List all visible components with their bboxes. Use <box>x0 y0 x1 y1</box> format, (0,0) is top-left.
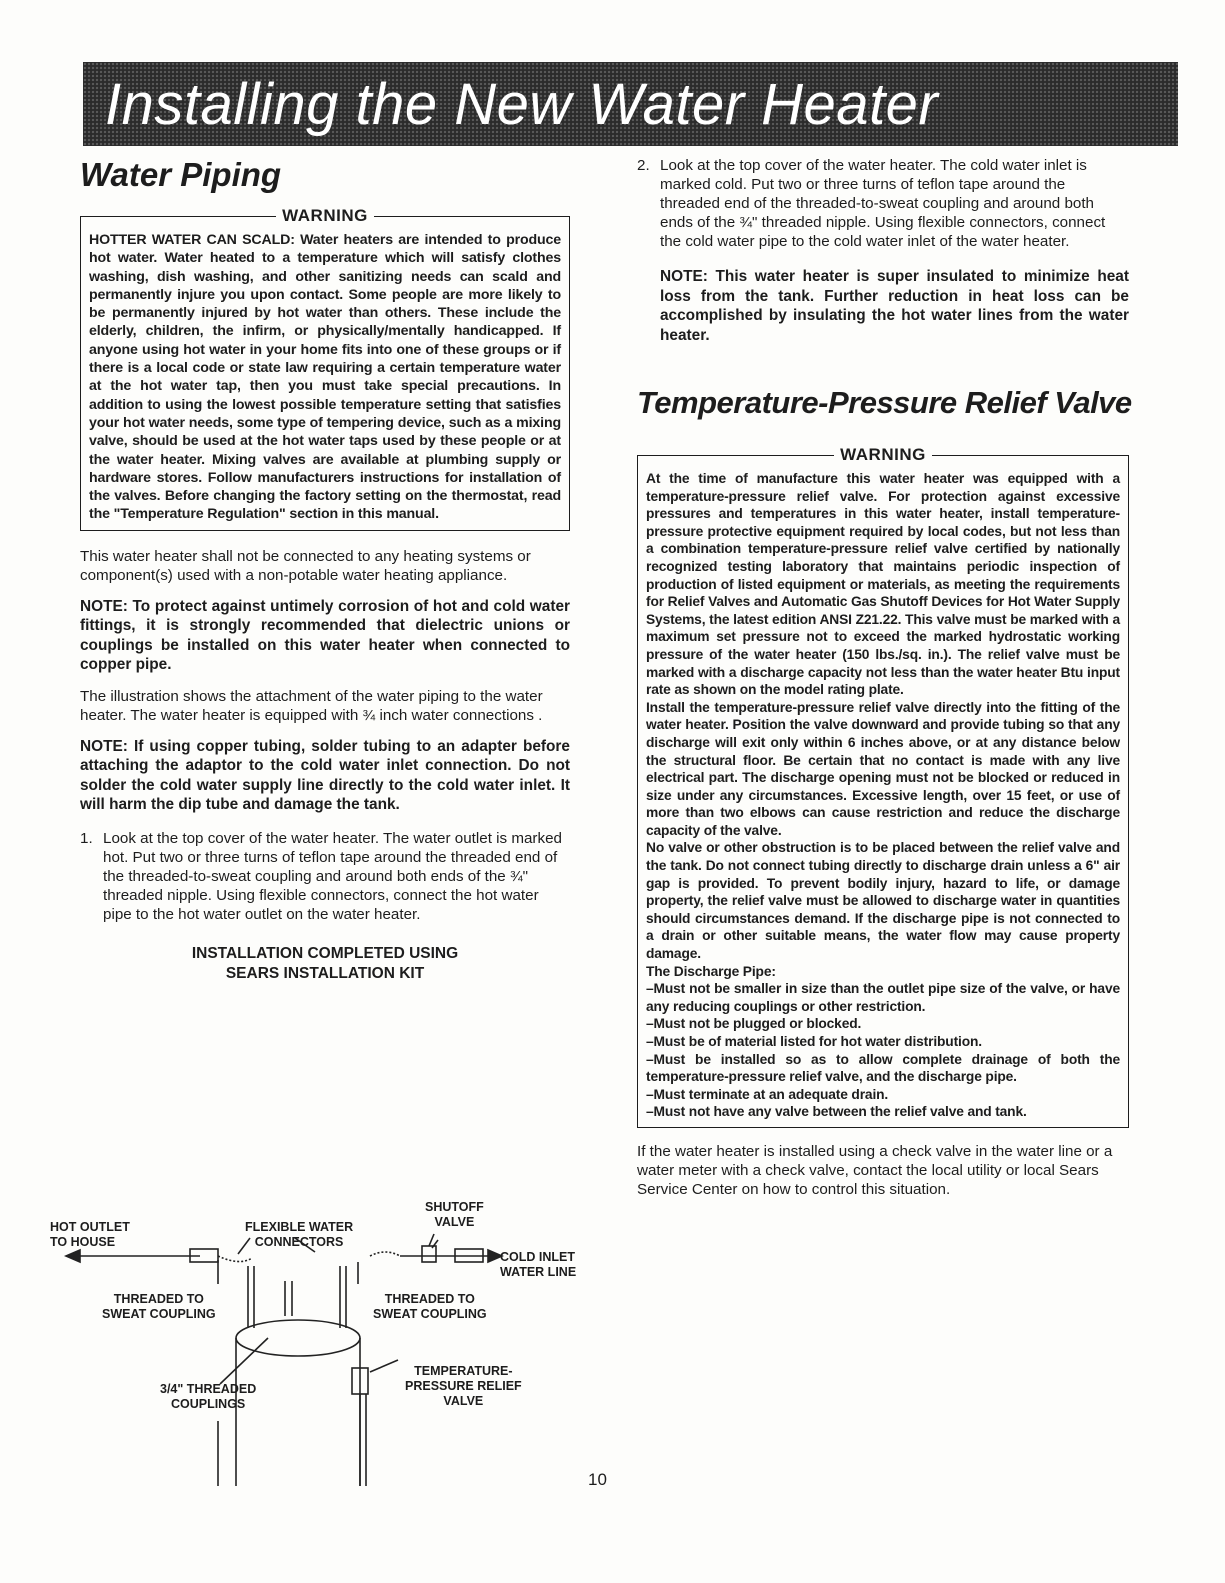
shutoff-valve-icon <box>422 1246 436 1262</box>
discharge-item: –Must terminate at an adequate drain. <box>646 1086 889 1102</box>
hot-arrow-icon <box>66 1250 80 1262</box>
discharge-item: –Must be installed so as to allow complete drainage of both the temperature-pressure relief valve, and the discharge pipe. <box>646 1051 1120 1085</box>
tp-warning-para2: Install the temperature-pressure relief valve directly into the fitting of the water heater. Position the valve downward and provide tubing so that any discharge will exit only within 6 inches above, or at any distance below the structural floor. Be certain that no contact is made with any live electrical part. The discharge opening must not be blocked or reduced in size under any circumstances. Excessive length, over 15 feet, or use of more than two elbows can cause restriction and reduce the discharge capacity of the valve. <box>646 699 1120 838</box>
step-1: 1. Look at the top cover of the water heater. The water outlet is marked hot. Put two or three turns of teflon tape around the threaded end of the threaded-to-sweat coupling and around both ends of the ¾" threaded nipple. Using flexible connectors, connect the hot water pipe to the hot water outlet on the water heater. <box>80 829 562 923</box>
label-tp-relief-valve: TEMPERATURE- PRESSURE RELIEF VALVE <box>405 1364 522 1408</box>
step-2: 2. Look at the top cover of the water heater. The cold water inlet is marked cold. Put two or three turns of teflon tape around the threaded end of the threaded-to-sweat coupling and around both ends of the ¾" threaded nipple. Using flexible connectors, connect the cold water pipe to the cold water inlet of the water heater. <box>637 157 1106 250</box>
tp-valve-warning-box <box>637 445 1129 1128</box>
label-threaded-to-right: THREADED TO SWEAT COUPLING <box>373 1292 487 1321</box>
scald-warning-box <box>80 206 570 531</box>
label-shutoff-valve: SHUTOFF VALVE <box>425 1200 484 1229</box>
scald-warning-text: HOTTER WATER CAN SCALD: Water heaters are intended to produce hot water. Water heated to a temperature which will satisfy clothes washing, dish washing, and other sanitizing needs can scald and permanently injure you upon contact. Some people are more likely to be permanently injured by hot water than others. These include the elderly, children, the infirm, or physically/mentally handicapped. If anyone using hot water in your home fits into one of these groups or if there is a local code or state law requiring a certain temperature water at the hot water tap, then you must take special precautions. In addition to using the lowest possible temperature setting that satisfies your hot water needs, some type of tempering device, such as a mixing valve, should be used at the hot water taps used by these people or at the water heater. Mixing valves are available at plumbing supply or hardware stores. Follow manufacturers instructions for installation of the valves. Before changing the factory setting on the thermostat, read the "Temperature Regulation" section in this manual. <box>89 232 561 523</box>
hot-water-steps <box>80 829 570 924</box>
page-number: 10 <box>588 1470 607 1489</box>
check-valve-paragraph: If the water heater is installed using a check valve in the water line or a water meter with a check valve, contact the local utility or local Sears Service Center on how to control this situation. <box>637 1142 1113 1198</box>
tp-warning-para1: At the time of manufacture this water heater was equipped with a temperature-pressure relief valve. For protection against excessive pressures and temperatures in this water heater, install temperature-pressure protective equipment required by local codes, but not less than a combination temperature-pressure relief valve certified by nationally recognized testing laboratory that maintains periodic inspection of production of listed equipment or materials, as meeting the requirements for Relief Valves and Automatic Gas Shutoff Devices for Hot Water Supply Systems, the latest edition ANSI Z21.22. This valve must be marked with a maximum set pressure not to exceed the marked hydrostatic working pressure of the water heater (150 lbs./sq. in.). The relief valve must be marked with a discharge capacity not less than the water heater Btu input rate as shown on the model rating plate. <box>646 471 1120 698</box>
page-banner <box>83 62 1178 146</box>
warning-heading: WARNING <box>81 206 569 226</box>
left-column <box>80 150 570 984</box>
dielectric-note: NOTE: To protect against untimely corrosion of hot and cold water fittings, it is strongly recommended that dielectric unions or couplings be installed on this water heater when connected to copper pipe. <box>80 597 570 674</box>
illustration-paragraph: The illustration shows the attachment of the water piping to the water heater. The water heater is equipped with ¾ inch water connections . <box>80 687 543 724</box>
discharge-item: –Must not be smaller in size than the outlet pipe size of the valve, or have any reducing couplings or other restriction. <box>646 981 1120 1014</box>
right-column <box>637 150 1132 1199</box>
page-title: Installing the New Water Heater <box>105 71 939 137</box>
tp-warning-body <box>638 456 1128 1127</box>
discharge-item: –Must not be plugged or blocked. <box>646 1016 862 1032</box>
installation-diagram <box>40 1196 590 1486</box>
insulation-note: NOTE: This water heater is super insulated to minimize heat loss from the tank. Further reduction in heat loss can be accomplished by insulating the hot water lines from the water heater. <box>660 268 1129 344</box>
cold-water-steps <box>637 156 1129 251</box>
copper-tubing-note: NOTE: If using copper tubing, solder tubing to an adapter before attaching the adaptor to the cold water inlet connection. Do not solder the cold water supply line directly to the cold water inlet. It will harm the dip tube and damage the tank. <box>80 737 570 814</box>
discharge-item: –Must be of material listed for hot water distribution. <box>646 1034 982 1049</box>
tp-warning-para3: No valve or other obstruction is to be placed between the relief valve and the tank. Do not connect tubing directly to discharge drain unless a 6" air gap is provided. To prevent bodily injury, hazard to life, or damage property, the relief valve must be allowed to discharge water in quantities should circumstances demand. If the discharge pipe is not connected to a drain or other suitable means, the water flow may cause property damage. <box>646 840 1120 962</box>
label-cold-inlet: COLD INLET WATER LINE <box>500 1250 577 1279</box>
label-flexible-connectors: FLEXIBLE WATER CONNECTORS <box>245 1220 354 1249</box>
discharge-item: –Must not have any valve between the relief valve and tank. <box>646 1104 1027 1120</box>
section-title-water-piping: Water Piping <box>80 156 282 193</box>
tp-warning-heading: WARNING <box>638 445 1128 465</box>
diagram-caption: INSTALLATION COMPLETED USING SEARS INSTALLATION KIT <box>191 944 459 982</box>
heating-systems-paragraph: This water heater shall not be connected to any heating systems or component(s) used with a non-potable water heating appliance. <box>80 547 531 584</box>
label-hot-outlet: HOT OUTLET TO HOUSE <box>50 1220 130 1249</box>
section-title-tp-valve: Temperature-Pressure Relief Valve <box>637 385 1132 420</box>
label-threaded-couplings: 3/4" THREADED COUPLINGS <box>160 1382 257 1411</box>
label-threaded-to-left: THREADED TO SWEAT COUPLING <box>102 1292 216 1321</box>
discharge-pipe-heading: The Discharge Pipe: <box>646 963 776 979</box>
